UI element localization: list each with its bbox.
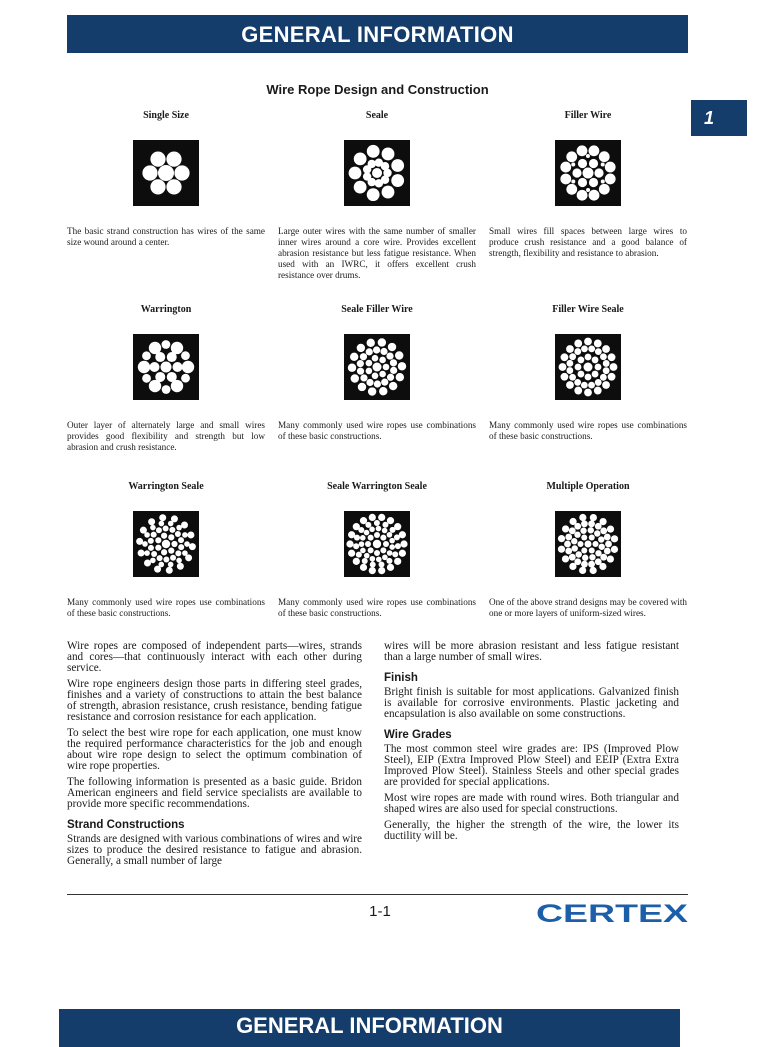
left-text-column: [67, 641, 362, 872]
section-title: Wire Rope Design and Construction: [266, 82, 489, 97]
construction-multiple-operation: [489, 481, 687, 618]
construction-label: Filler Wire: [564, 110, 612, 121]
page-number: 1-1: [369, 903, 391, 920]
construction-label: Warrington Seale: [128, 481, 204, 492]
construction-warrington-seale: [67, 481, 265, 618]
construction-filler-wire-seale: [489, 304, 687, 441]
construction-label: Seale: [365, 110, 389, 121]
svg-text:CERTEX: CERTEX: [536, 900, 689, 926]
multiple-operation-strand-icon: [555, 511, 621, 577]
paragraph: Wire ropes are composed of independent parts—wires, strands and cores—that continuously interact with each other during service.: [67, 640, 362, 674]
construction-label: Filler Wire Seale: [552, 304, 624, 315]
warrington-seale-strand-icon: [133, 511, 199, 577]
construction-description: Many commonly used wire ropes use combinations of these basic constructions.: [489, 420, 687, 441]
construction-description: Many commonly used wire ropes use combinations of these basic constructions.: [278, 597, 476, 618]
subheading-strand-constructions: Strand Constructions: [67, 819, 185, 831]
construction-description: The basic strand construction has wires of the same size wound around a center.: [67, 226, 265, 247]
paragraph: Bright finish is suitable for most applications. Galvanized finish is available for corrosive environments. Plastic jacketing and encapsulation is also available on some constructions.: [384, 686, 679, 720]
seale-filler-wire-strand-icon: [344, 334, 410, 400]
paragraph: The most common steel wire grades are: IPS (Improved Plow Steel), EIP (Extra Improved Plow Steel) and EEIP (Extra Extra Improved Plow Steel). Stainless Steels and other special grades are provided for special applications.: [384, 743, 679, 788]
subheading-finish: Finish: [384, 672, 418, 684]
seale-strand-icon: [344, 140, 410, 206]
subheading-wire-grades: Wire Grades: [384, 729, 452, 741]
single-size-strand-icon: [133, 140, 199, 206]
seale-warrington-seale-strand-icon: [344, 511, 410, 577]
construction-description: Outer layer of alternately large and small wires provides good flexibility and strength but low abrasion and crush resistance.: [67, 420, 265, 452]
chapter-tab[interactable]: 1: [691, 100, 747, 136]
construction-filler-wire: [489, 110, 687, 258]
construction-label: Multiple Operation: [546, 481, 630, 492]
next-page-banner: GENERAL INFORMATION: [59, 1009, 680, 1047]
construction-description: Many commonly used wire ropes use combinations of these basic constructions.: [67, 597, 265, 618]
warrington-strand-icon: [133, 334, 199, 400]
paragraph: Wire rope engineers design those parts in differing steel grades, finishes and a variety of constructions to attain the best balance of strength, abrasion resistance, crush resistance, bending fatigue resistance and corrosion resistance for each application.: [67, 678, 362, 723]
construction-seale-warrington-seale: [278, 481, 476, 618]
construction-seale: [278, 110, 476, 280]
construction-label: Single Size: [143, 110, 189, 121]
paragraph: wires will be more abrasion resistant and less fatigue resistant than a large number of small wires.: [384, 640, 679, 663]
paragraph: To select the best wire rope for each application, one must know the required performance characteristics for the job and enough about wire rope design to select the optimum combination of wire rope properties.: [67, 727, 362, 772]
paragraph: The following information is presented as a basic guide. Bridon American engineers and field service specialists are available to provide more specific recommendations.: [67, 776, 362, 810]
footer-divider: [67, 894, 688, 895]
certex-logo: [533, 900, 691, 926]
construction-label: Seale Warrington Seale: [327, 481, 427, 492]
construction-label: Seale Filler Wire: [341, 304, 413, 315]
construction-single-size: [67, 110, 265, 247]
paragraph: Most wire ropes are made with round wires. Both triangular and shaped wires are also used for special constructions.: [384, 792, 679, 815]
construction-warrington: [67, 304, 265, 452]
construction-description: Small wires fill spaces between large wires to produce crush resistance and a good balance of strength, flexibility and resistance to abrasion.: [489, 226, 687, 258]
paragraph: Strands are designed with various combinations of wires and wire sizes to produce the desired resistance to fatigue and abrasion. Generally, a small number of large: [67, 833, 362, 867]
construction-label: Warrington: [140, 304, 192, 315]
section-banner: GENERAL INFORMATION: [67, 15, 688, 53]
construction-description: Large outer wires with the same number of smaller inner wires around a core wire. Provides excellent abrasion resistance but less fatigue resistance. When used with an IWRC, it offers excellent crush resistance over drums.: [278, 226, 476, 280]
filler-wire-seale-strand-icon: [555, 334, 621, 400]
filler-wire-strand-icon: [555, 140, 621, 206]
right-text-column: [384, 641, 679, 847]
paragraph: Generally, the higher the strength of the wire, the lower its ductility will be.: [384, 819, 679, 842]
construction-description: Many commonly used wire ropes use combinations of these basic constructions.: [278, 420, 476, 441]
construction-seale-filler-wire: [278, 304, 476, 441]
construction-description: One of the above strand designs may be covered with one or more layers of uniform-sized wires.: [489, 597, 687, 618]
